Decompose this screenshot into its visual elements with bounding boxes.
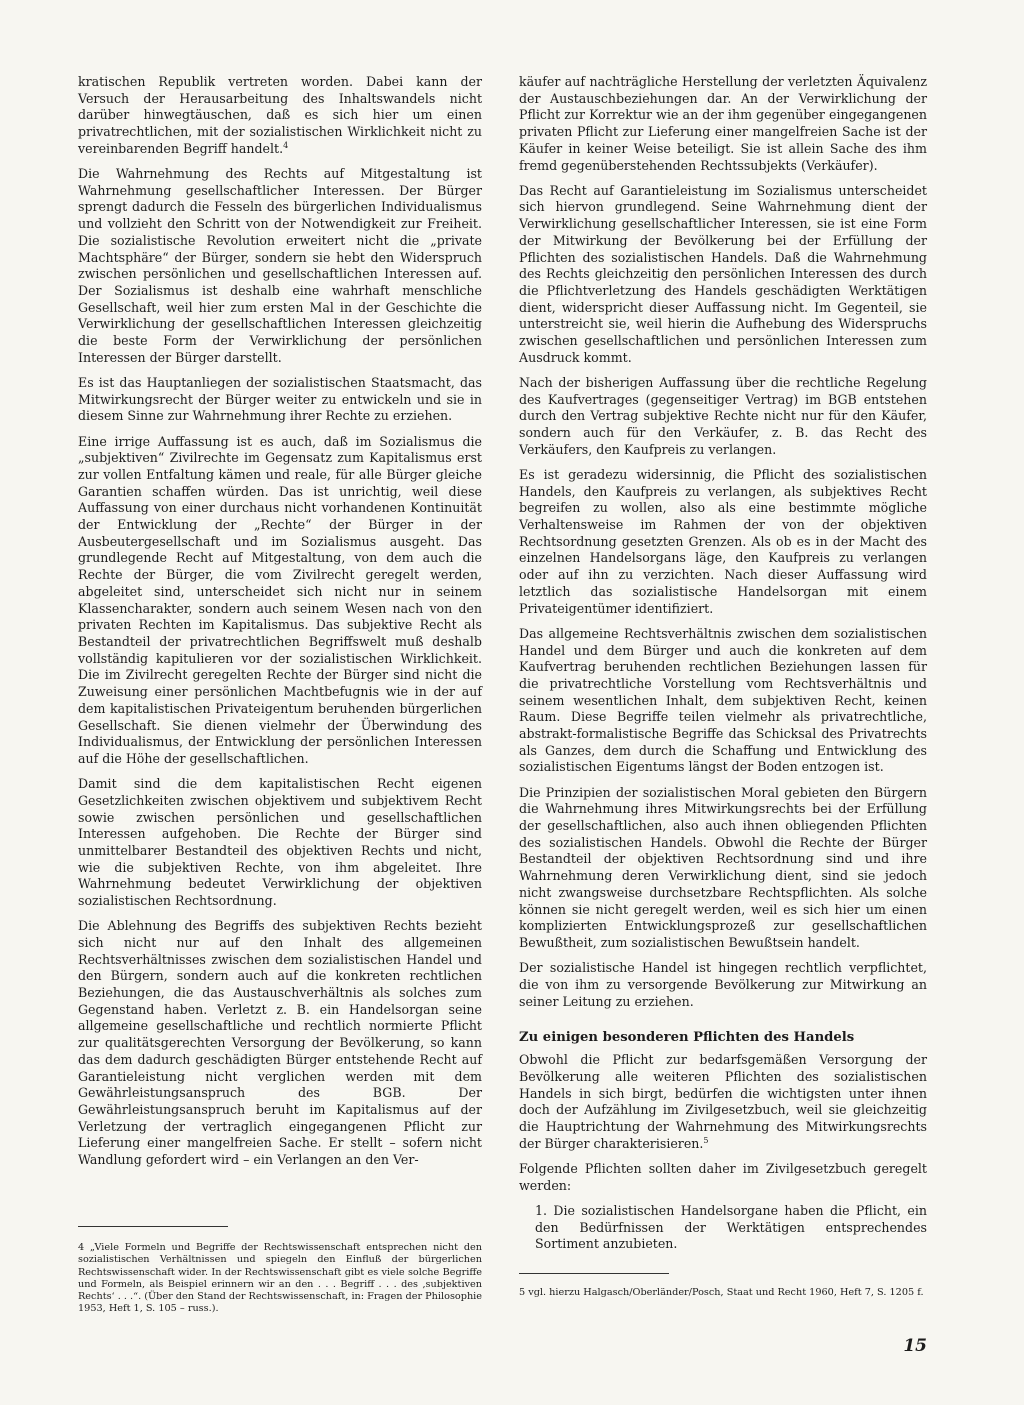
footnote-5: 5 vgl. hierzu Halgasch/Oberländer/Posch, Staat und Recht 1960, Heft 7, S. 1205 f. [519,1287,924,1298]
footnote-4: 4 „Viele Formeln und Begriffe der Rechtswissenschaft entsprechen nicht den sozialistischen Verhältnissen und spiegeln den Einfluß der bürgerlichen Rechtswissenschaft wider. In der Rechtswissenschaft gibt es viele solche Begriffe und Formeln, als Beispiel erinnern wir an den . . . Begriff . . . des ,subjektiven Rechts‘ . . .“. (Über den Stand der Rechtswissenschaft, in: Fragen der Philosophie 1953, Heft 1, S. 105 – russ.). [78,1242,483,1315]
paragraph: Eine irrige Auffassung ist es auch, daß im Sozialismus die „subjektiven“ Zivilrechte im Gegensatz zum Kapitalismus erst zur vollen Entfaltung kämen und reale, für alle Bürger gleiche Garantien schaffen würden. Das ist unrichtig, weil diese Auffassung von einer durchaus nicht vorhandenen Kontinuität der Entwicklung der „Rechte“ der Bürger in der Ausbeutergesellschaft und im Sozialismus ausgeht. Das grundlegende Recht auf Mitgestaltung, von dem auch die Rechte der Bürger, die vom Zivilrecht geregelt werden, abgeleitet sind, unterscheidet sich nicht nur in seinem Klassencharakter, sondern auch seinem Wesen nach von den privaten Rechten im Kapitalismus. Das subjektive Recht als Bestandteil der privatrechtlichen Begriffswelt muß deshalb vollständig kapitulieren vor der sozialistischen Wirklichkeit. Die im Zivilrecht geregelten Rechte der Bürger sind nicht die Zuweisung einer persönlichen Machtbefugnis wie in der auf dem kapitalistischen Privateigentum beruhenden bürgerlichen Gesellschaft. Sie dienen vielmehr der Überwindung des Individualismus, der Entwicklung der persönlichen Interessen auf die Höhe der gesellschaftlichen. [78,433,482,766]
footnote-ref-5: 5 [703,1135,709,1145]
paragraph: Obwohl die Pflicht zur bedarfsgemäßen Versorgung der Bevölkerung alle weiteren Pflichten des sozialistischen Handels in sich birgt, bedürfen die wichtigsten unter ihnen doch der Aufzählung im Zivilgesetzbuch, weil sie gleichzeitig die Hauptrichtung der Wahrnehmung des Mitwirkungsrechts der Bürger charakterisieren.$^5$ [519,1052,927,1151]
footnote-ref-4: 4 [283,140,289,150]
left-column [78,74,482,1177]
paragraph: Es ist geradezu widersinnig, die Pflicht des sozialistischen Handels, den Kaufpreis zu verlangen, als subjektives Recht begreifen zu wollen, also als eine bestimmte mögliche Verhaltensweise im Rahmen der von der objektiven Rechtsordnung gesetzten Grenzen. Als ob es in der Macht des einzelnen Handelsorgans läge, den Kaufpreis zu verlangen oder auf ihn zu verzichten. Nach dieser Auffassung wird letztlich das sozialistische Handelsorgan mit einem Privateigentümer identifiziert. [519,466,927,616]
duties-list [519,1203,927,1253]
page-number: 15 [903,1336,927,1356]
paragraph: Der sozialistische Handel ist hingegen rechtlich verpflichtet, die von ihm zu versorgende Bevölkerung zur Mitwirkung an seiner Leitung zu erziehen. [519,960,927,1009]
paragraph: käufer auf nachträgliche Herstellung der verletzten Äquivalenz der Austauschbeziehungen dar. An der Verwirklichung der Pflicht zur Korrektur wie an der ihm gegenüber eingegangenen privaten Pflicht zur Lieferung einer mangelfreien Sache ist der Käufer in keiner Weise beteiligt. Sie ist allein Sache des ihm fremd gegenüberstehenden Rechtssubjekts (Verkäufer). [519,74,927,173]
paragraph: Damit sind die dem kapitalistischen Recht eigenen Gesetzlichkeiten zwischen objektivem und subjektivem Recht sowie zwischen persönlichen und gesellschaftlichen Interessen aufgehoben. Die Rechte der Bürger sind unmittelbarer Bestandteil des objektiven Rechts und nicht, wie die subjektiven Rechte, von ihm abgeleitet. Ihre Wahrnehmung bedeutet Verwirklichung der objektiven sozialistischen Rechtsordnung. [78,776,482,909]
paragraph: Folgende Pflichten sollten daher im Zivilgesetzbuch geregelt werden: [519,1160,927,1193]
list-item: 1. Die sozialistischen Handelsorgane haben die Pflicht, ein den Bedürfnissen der Werktätigen entsprechendes Sortiment anzubieten. [535,1202,927,1252]
paragraph: Nach der bisherigen Auffassung über die rechtliche Regelung des Kaufvertrages (gegenseitiger Vertrag) im BGB entstehen durch den Vertrag subjektive Rechte nicht nur für den Käufer, sondern auch für den Verkäufer, z. B. das Recht des Verkäufers, den Kaufpreis zu verlangen. [519,374,927,457]
section-heading: Zu einigen besonderen Pflichten des Handels [519,1030,855,1046]
paragraph: Es ist das Hauptanliegen der sozialistischen Staatsmacht, das Mitwirkungsrecht der Bürger weiter zu entwickeln und sie in diesem Sinne zur Wahrnehmung ihrer Rechte zu erziehen. [78,374,482,424]
paragraph: Die Prinzipien der sozialistischen Moral gebieten den Bürgern die Wahrnehmung ihres Mitwirkungsrechts bei der Erfüllung der gesellschaftlichen, also auch ihnen obliegenden Pflichten des sozialistischen Handels. Obwohl die Rechte der Bürger Bestandteil der objektiven Rechtsordnung sind und ihre Wahrnehmung deren Verwirklichung dient, sind sie jedoch nicht zwangsweise durchsetzbare Rechtspflichten. Als solche können sie nicht geregelt werden, weil es sich hier um einen komplizierten Entwicklungsprozeß zur gesellschaftlichen Bewußtheit, zum sozialistischen Bewußtsein handelt. [519,784,927,950]
footnote-separator [78,1226,228,1227]
footnote-separator [519,1273,669,1274]
paragraph: Die Ablehnung des Begriffs des subjektiven Rechts bezieht sich nicht nur auf den Inhalt des allgemeinen Rechtsverhältnisses zwischen dem sozialistischen Handel und den Bürgern, sondern auch auf die konkreten rechtlichen Beziehungen, die das Austauschverhältnis als solches zum Gegenstand haben. Verletzt z. B. ein Handelsorgan seine allgemeine gesellschaftliche und rechtlich normierte Pflicht zur qualitätsgerechten Versorgung der Bevölkerung, so kann das dem dadurch geschädigten Bürger entstehende Recht auf Garantieleistung nicht verglichen werden mit dem Gewährleistungsanspruch des BGB. Der Gewährleistungsanspruch beruht im Kapitalismus auf der Verletzung der vertraglich eingegangenen Pflicht zur Lieferung einer mangelfreien Sache. Er stellt – sofern nicht Wandlung gefordert wird – ein Verlangen an den Ver- [78,918,482,1168]
paragraph: kratischen Republik vertreten worden. Dabei kann der Versuch der Herausarbeitung des Inhaltswandels nicht darüber hinwegtäuschen, daß es sich hier um einen privatrechtlichen, mit der sozialistischen Wirklichkeit nicht zu vereinbarenden Begriff handelt.$^4$ [78,74,482,156]
right-column [519,74,927,1253]
paragraph: Das Recht auf Garantieleistung im Sozialismus unterscheidet sich hiervon grundlegend. Seine Wahrnehmung dient der Verwirklichung gesellschaftlicher Interessen, sie ist eine Form der Mitwirkung der Bevölkerung bei der Erfüllung der Pflichten des sozialistischen Handels. Daß die Wahrnehmung des Rechts gleichzeitig den persönlichen Interessen des durch die Pflichtverletzung des Handels geschädigten Werktätigen dient, widerspricht dieser Auffassung nicht. Im Gegenteil, sie unterstreicht sie, weil hierin die Aufhebung des Widerspruchs zwischen gesellschaftlichen und persönlichen Interessen zum Ausdruck kommt. [519,182,927,365]
paragraph: Das allgemeine Rechtsverhältnis zwischen dem sozialistischen Handel und dem Bürger und auch die konkreten auf dem Kaufvertrag beruhenden rechtlichen Beziehungen lassen für die privatrechtliche Vorstellung vom Rechtsverhältnis und seinem wesentlichen Inhalt, dem subjektiven Recht, keinen Raum. Diese Begriffe teilen vielmehr als privatrechtliche, abstrakt-formalistische Begriffe das Schicksal des Privatrechts als Ganzes, dem durch die Schaffung und Entwicklung des sozialistischen Eigentums längst der Boden entzogen ist. [519,625,927,775]
paragraph: Die Wahrnehmung des Rechts auf Mitgestaltung ist Wahrnehmung gesellschaftlicher Interessen. Der Bürger sprengt dadurch die Fesseln des bürgerlichen Individualismus und vollzieht den Schritt von der Notwendigkeit zur Freiheit. Die sozialistische Revolution erweitert nicht die „private Machtsphäre“ der Bürger, sondern sie hebt den Widerspruch zwischen persönlichen und gesellschaftlichen Interessen auf. Der Sozialismus ist deshalb eine wahrhaft menschliche Gesellschaft, weil hier zum ersten Mal in der Geschichte die Verwirklichung der gesellschaftlichen Interessen gleichzeitig die beste Form der Verwirklichung der persönlichen Interessen der Bürger darstellt. [78,166,482,365]
